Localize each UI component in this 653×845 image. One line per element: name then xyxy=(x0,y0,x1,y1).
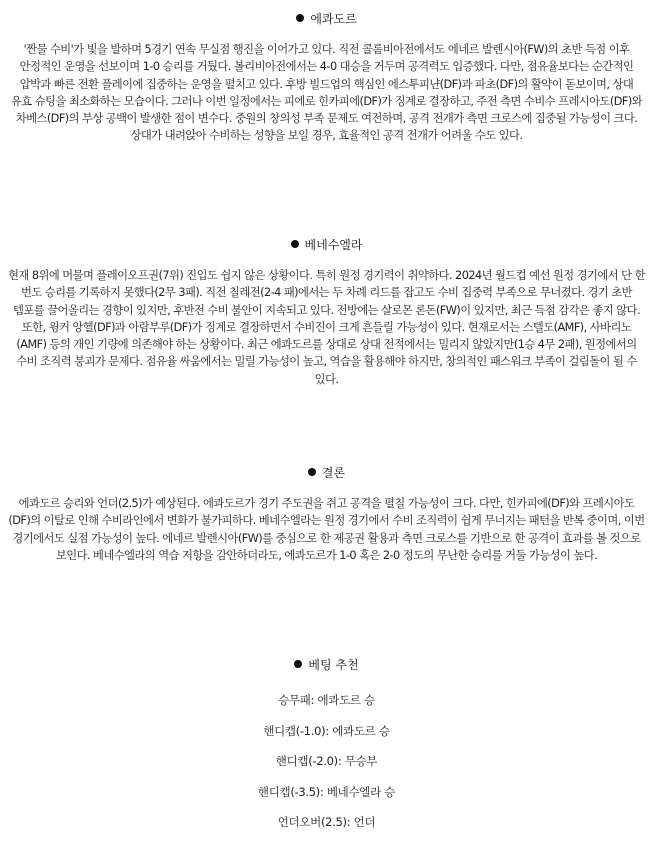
section-heading xyxy=(8,655,645,673)
bullet-icon xyxy=(296,14,304,22)
conclusion-section xyxy=(8,463,645,564)
recommendation-item: 핸디캡(-2.0): 무승부 xyxy=(275,754,378,769)
recommendation-item: 언더오버(2.5): 언더 xyxy=(277,815,376,830)
section-body: '짠물 수비'가 빛을 발하며 5경기 연속 무실점 행진을 이어가고 있다. 직전 콜롬비아전에서도 에네르 발렌시아(FW)의 초반 득점 이후 안정적인 운영을 선보이며 1-0 승리를 거뒀다. 볼리비아전에서는 4-0 대승을 거두며 공격력도 입증했다. 다만, 점유율보다는 순간적인 압박과 빠른 전환 플레이에 집중하는 운영을 펼치고 있다. 후방 빌드업의 핵심인 에스투피냔(DF)과 파초(DF)의 활약이 돋보이며, 상대 유효 슈팅을 최소화하는 모습이다. 그러나 이번 일정에서는 피에로 힌카피에(DF)가 징계로 결장하고, 주전 측면 수비수 프레시아도(DF)와 차베스(DF)의 부상 공백이 발생한 점이 변수다. 중원의 창의성 부족 문제도 여전하며, 공격 전개가 측면 크로스에 집중될 가능성이 크다. 상대가 내려앉아 수비하는 성향을 보일 경우, 효율적인 공격 전개가 어려울 수도 있다. xyxy=(10,43,643,143)
bullet-icon xyxy=(291,240,299,248)
section-title: 결론 xyxy=(321,465,346,480)
section-title: 에콰도르 xyxy=(310,11,357,26)
section-title: 베네수엘라 xyxy=(304,237,363,252)
section-body: 현재 8위에 머물며 플레이오프권(7위) 진입도 쉽지 않은 상황이다. 특히 원정 경기력이 취약하다. 2024년 월드컵 예선 원정 경기에서 단 한 번도 승리를 기록하지 못했다(2무 3패). 직전 칠레전(2-4 패)에서는 두 차례 리드를 잡고도 수비 집중력 부족으로 무너졌다. 경기 초반 템포를 끌어올리는 경향이 있지만, 후반전 수비 불안이 지속되고 있다. 전방에는 살로몬 론돈(FW)이 있지만, 최근 득점 감각은 좋지 않다. 또한, 윙커 앙헬(DF)과 아람부루(DF)가 징계로 결장하면서 수비진이 크게 흔들릴 가능성이 있다. 현재로서는 스텔도(AMF), 사바리노(AMF) 등의 개인 기량에 의존해야 하는 상황이다. 최근 에콰도르를 상대로 상대 전적에서는 밀리지 않았지만(1승 4무 2패), 원정에서의 수비 조직력 붕괴가 문제다. 점유율 싸움에서는 밀릴 가능성이 높고, 역습을 활용해야 하지만, 창의적인 패스워크 부족이 걸림돌이 될 수 있다. xyxy=(8,269,645,386)
bullet-icon xyxy=(294,660,302,668)
section-heading xyxy=(8,9,645,27)
section-title: 베팅 추천 xyxy=(308,657,359,672)
venezuela-section xyxy=(8,235,645,388)
section-heading xyxy=(8,235,645,253)
ecuador-section xyxy=(8,9,645,145)
betting-recommendation-list xyxy=(8,685,645,838)
section-body: 에콰도르 승리와 언더(2.5)가 예상된다. 에콰도르가 경기 주도권을 쥐고 공격을 펼칠 가능성이 크다. 다만, 힌카피에(DF)와 프레시아도(DF)의 이탈로 인해 수비라인에서 변화가 불가피하다. 베네수엘라는 원정 경기에서 수비 조직력이 쉽게 무너지는 패턴을 반복 중이며, 이번 경기에서도 실점 가능성이 높다. 에네르 발렌시아(FW)를 중심으로 한 제공권 활용과 측면 크로스를 기반으로 한 공격이 효과를 볼 것으로 보인다. 베네수엘라의 역습 저항을 감안하더라도, 에콰도르가 1-0 혹은 2-0 정도의 무난한 승리를 거둘 가능성이 높다. xyxy=(8,497,645,562)
section-heading xyxy=(8,463,645,481)
recommendation-item: 핸디캡(-3.5): 베네수엘라 승 xyxy=(257,784,396,799)
recommendation-item: 승무패: 에콰도르 승 xyxy=(278,693,375,707)
betting-section xyxy=(8,655,645,838)
bullet-icon xyxy=(308,468,316,476)
recommendation-item: 핸디캡(-1.0): 에콰도르 승 xyxy=(263,723,390,738)
